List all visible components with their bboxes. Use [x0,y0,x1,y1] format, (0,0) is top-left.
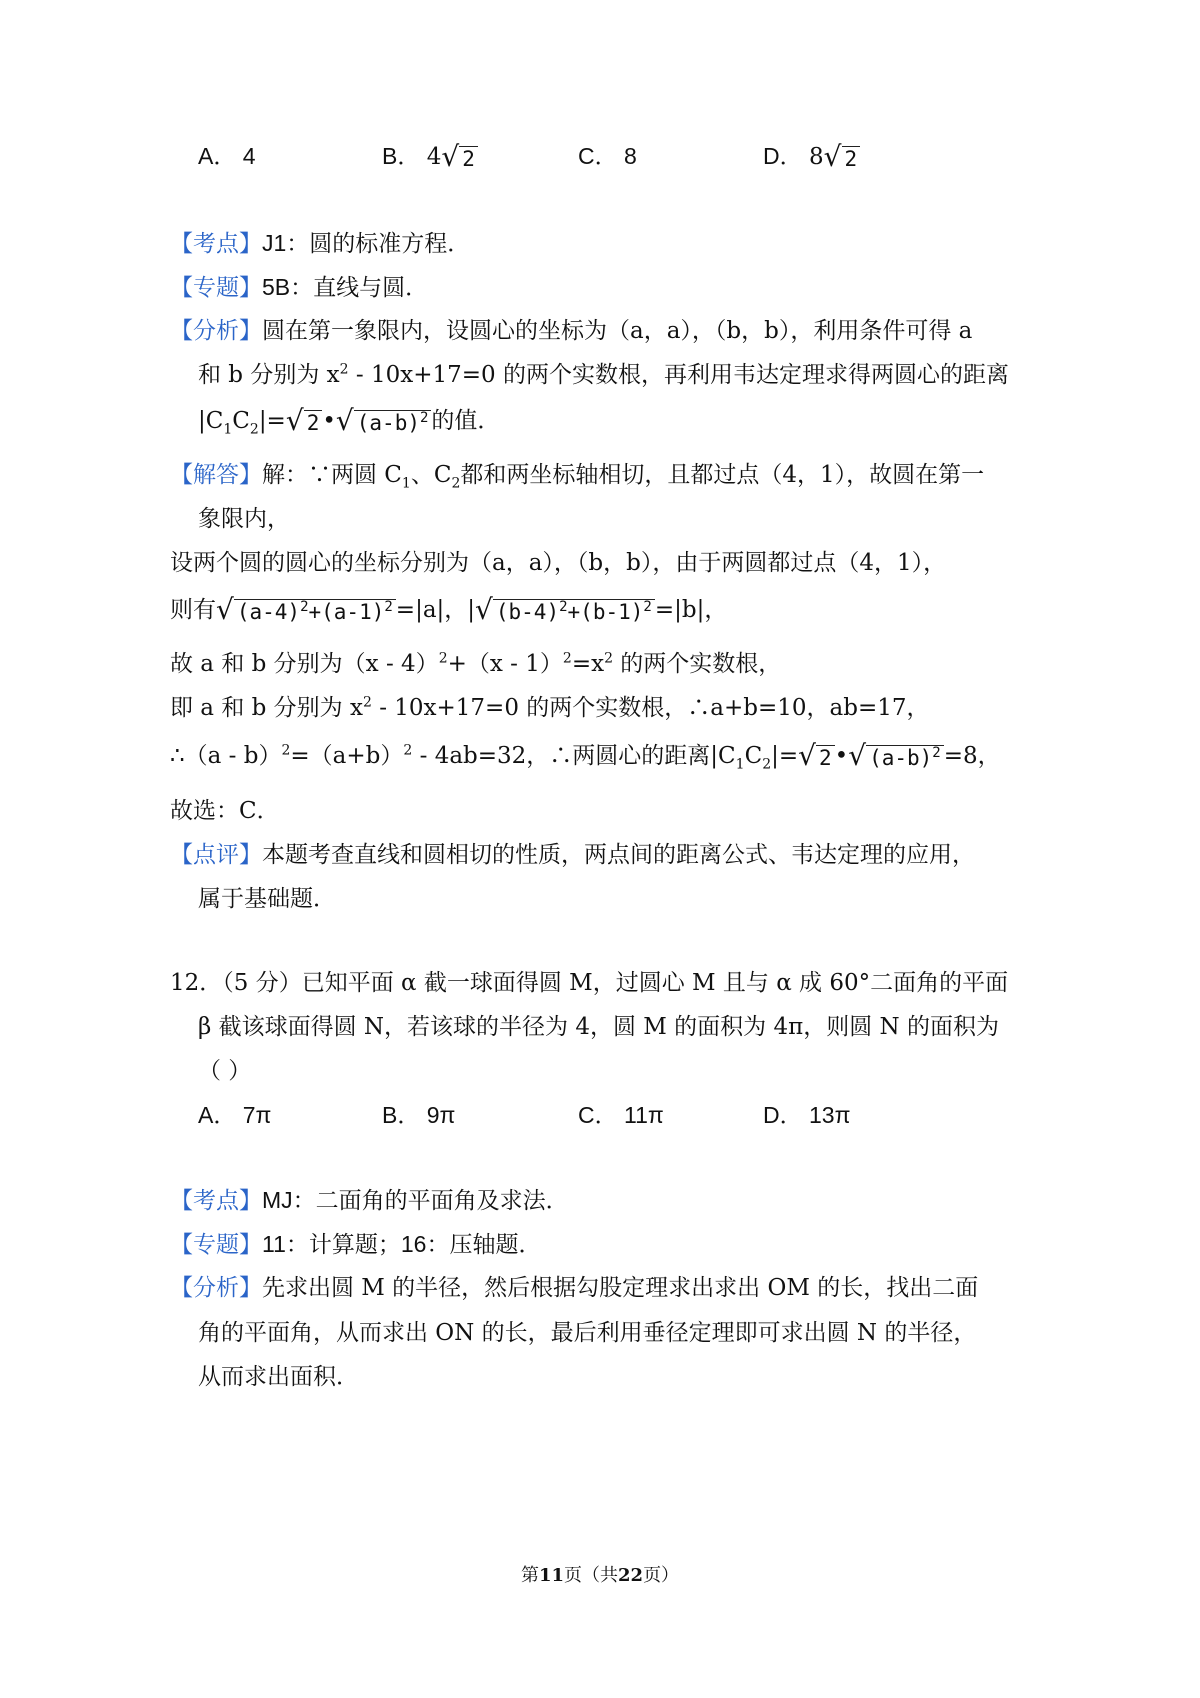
radicand: (a-4) [236,600,301,624]
superscript: 2 [403,742,413,759]
footer-text: 页（共 [564,1565,618,1586]
sqrt-radical: √ 2 [798,740,835,774]
page-number: 11 [538,1565,564,1586]
fenxi-tag: 【分析】 [170,1275,262,1301]
radicand: +(b-1) [567,600,644,624]
text-run: C [744,743,763,769]
text-run: 、C [410,462,452,488]
q12-option-b [382,1099,455,1131]
option-text: A． 7π [198,1102,272,1128]
q11-jieda-line3 [170,547,946,579]
q11-jieda-line6 [170,692,930,724]
kaodian-text: J1：圆的标准方程． [262,230,471,256]
text-run: 本题考查直线和圆相切的性质，两点间的距离公式、韦达定理的应用， [262,842,975,868]
dot: • [834,743,849,769]
superscript: 2 [562,650,572,667]
option-text: C． 11π [578,1102,664,1128]
q11-option-d [763,140,860,175]
text-run: - 10x+17=0 的两个实数根，∴a+b=10，ab=17， [371,695,930,721]
q11-jieda-line4 [170,594,727,628]
radicand: 2 [304,410,323,435]
subscript: 1 [223,421,233,438]
option-coef: 4 [426,144,442,170]
q12-stem-line3 [198,1055,251,1087]
text-run: |= [771,743,799,769]
question-stem: β 截该球面得圆 N，若该球的半径为 4，圆 M 的面积为 4π，则圆 N 的面积为 [198,1014,999,1040]
q12-zhuanti [170,1228,541,1261]
text-run: 的两个实数根， [612,651,782,677]
text-run: 和 b 分别为 x [198,362,340,388]
jieda-tag: 【解答】 [170,462,262,488]
text-run: =（a+b） [290,743,404,769]
text-run: +（x - 1） [447,651,563,677]
zhuanti-tag: 【专题】 [170,1232,262,1258]
superscript: 2 [604,650,613,667]
radicand: (b-4) [495,600,560,624]
superscript: 2 [438,650,448,667]
option-value: 8 [624,143,637,169]
q12-fenxi-line1 [170,1272,978,1304]
total-pages: 22 [618,1565,644,1586]
text-run: =8， [943,743,1001,769]
radicand: 2 [842,146,861,171]
option-text: B． 9π [382,1102,456,1128]
q12-stem-line1 [170,967,1008,999]
fenxi-tag: 【分析】 [170,318,262,344]
text-run: ∴（a - b） [170,743,282,769]
q11-fenxi-line1 [170,315,972,347]
text-run: =x [571,651,605,677]
question-stem: 12．（5 分）已知平面 α 截一球面得圆 M，过圆心 M 且与 α 成 60°二面角的平面 [170,970,1009,996]
q12-fenxi-line3 [198,1361,359,1393]
q12-option-c [578,1099,664,1131]
sqrt-radical: √ 2 [286,405,323,439]
q12-fenxi-line2 [198,1317,976,1349]
kaodian-tag: 【考点】 [170,1188,262,1214]
superscript: 2 [300,599,309,615]
q11-fenxi-line3 [198,405,500,439]
superscript: 2 [362,694,372,711]
radicand: (a-b) [356,411,420,435]
option-label: B． [382,143,421,169]
zhuanti-text: 11：计算题；16：压轴题． [262,1231,542,1257]
text-run: 则有 [170,597,216,623]
superscript: 2 [384,599,393,615]
q11-option-b [382,140,478,175]
text-run: 故选：C． [170,798,280,824]
q11-fenxi-line2 [198,359,1009,391]
text-run: 角的平面角，从而求出 ON 的长，最后利用垂径定理即可求出圆 N 的半径， [198,1320,977,1346]
q11-jieda-line1 [170,459,984,491]
sqrt-radical: √ $(a-b)^2$ [336,405,432,439]
q11-option-c [578,140,637,172]
q11-option-a [198,140,256,172]
text-run: - 10x+17=0 的两个实数根，再利用韦达定理求得两圆心的距离 [348,362,1009,388]
sqrt-radical: √ 2 [824,141,861,175]
text-run: 的值． [431,408,501,434]
kaodian-text: MJ：二面角的平面角及求法． [262,1187,569,1213]
q12-kaodian [170,1184,569,1217]
superscript: 2 [643,599,652,615]
footer-text: 第 [520,1565,539,1586]
q12-stem-line2 [198,1011,999,1043]
superscript: 2 [419,410,429,426]
option-label: D． [763,143,803,169]
subscript: 2 [249,421,259,438]
superscript: 2 [339,361,349,378]
radicand: (a-b) [869,746,933,770]
text-run: 都和两坐标轴相切，且都过点（4，1），故圆在第一 [460,462,985,488]
text-run: 先求出圆 M 的半径，然后根据勾股定理求出求出 OM 的长，找出二面 [262,1275,979,1301]
text-run: 象限内， [198,506,290,532]
text-run: 解：∵两圆 C [262,462,402,488]
footer-text: 页） [643,1565,680,1586]
sqrt-radical: √ 2 [441,141,478,175]
subscript: 2 [451,475,461,492]
page-footer [0,1564,1200,1588]
superscript: 2 [281,742,291,759]
sqrt-radical: √ $(a-4)^2+(a-1)^2$ [216,594,396,628]
text-run: C [232,408,250,434]
superscript: 2 [932,745,941,761]
q12-option-a [198,1099,271,1131]
text-run: |C [198,408,224,434]
q11-jieda-line8 [170,795,280,827]
option-label: C． [578,143,618,169]
answer-blank: （ ） [198,1058,252,1084]
subscript: 2 [762,756,772,773]
q12-option-d [763,1099,850,1131]
dianping-tag: 【点评】 [170,842,262,868]
sqrt-radical: √ $(b-4)^2+(b-1)^2$ [475,594,655,628]
zhuanti-text: 5B：直线与圆． [262,274,429,300]
text-run: 即 a 和 b 分别为 x [170,695,363,721]
option-coef: 8 [809,144,824,170]
option-label: A． [198,143,237,169]
subscript: 1 [735,756,745,773]
subscript: 1 [401,475,411,492]
text-run: =|a|，| [395,597,476,623]
q11-dianping-line1 [170,839,975,871]
text-run: 属于基础题． [198,886,336,912]
zhuanti-tag: 【专题】 [170,275,262,301]
q11-kaodian [170,227,470,260]
text-run: 设两个圆的圆心的坐标分别为（a，a），（b，b），由于两圆都过点（4，1）， [170,550,947,576]
q11-jieda-line7 [170,740,1001,774]
radicand: 2 [816,745,835,770]
dot: • [322,408,336,434]
fenxi-text: 圆在第一象限内，设圆心的坐标为（a，a），（b，b），利用条件可得 a [262,318,973,344]
text-run: 从而求出面积． [198,1364,359,1390]
text-run: |= [258,408,286,434]
q11-dianping-line2 [198,883,336,915]
sqrt-radical: √ $(a-b)^2$ [848,740,944,774]
option-text: D． 13π [763,1102,851,1128]
option-value: 4 [242,143,256,169]
text-run: 故 a 和 b 分别为（x - 4） [170,651,439,677]
q11-jieda-line2 [198,503,290,535]
radicand: +(a-1) [308,600,385,624]
q11-jieda-line5 [170,648,781,680]
text-run: - 4ab=32，∴两圆心的距离|C [412,743,736,769]
text-run: =|b|， [654,597,728,623]
radicand: 2 [459,146,478,171]
superscript: 2 [559,599,568,615]
kaodian-tag: 【考点】 [170,231,262,257]
q11-zhuanti [170,271,428,304]
